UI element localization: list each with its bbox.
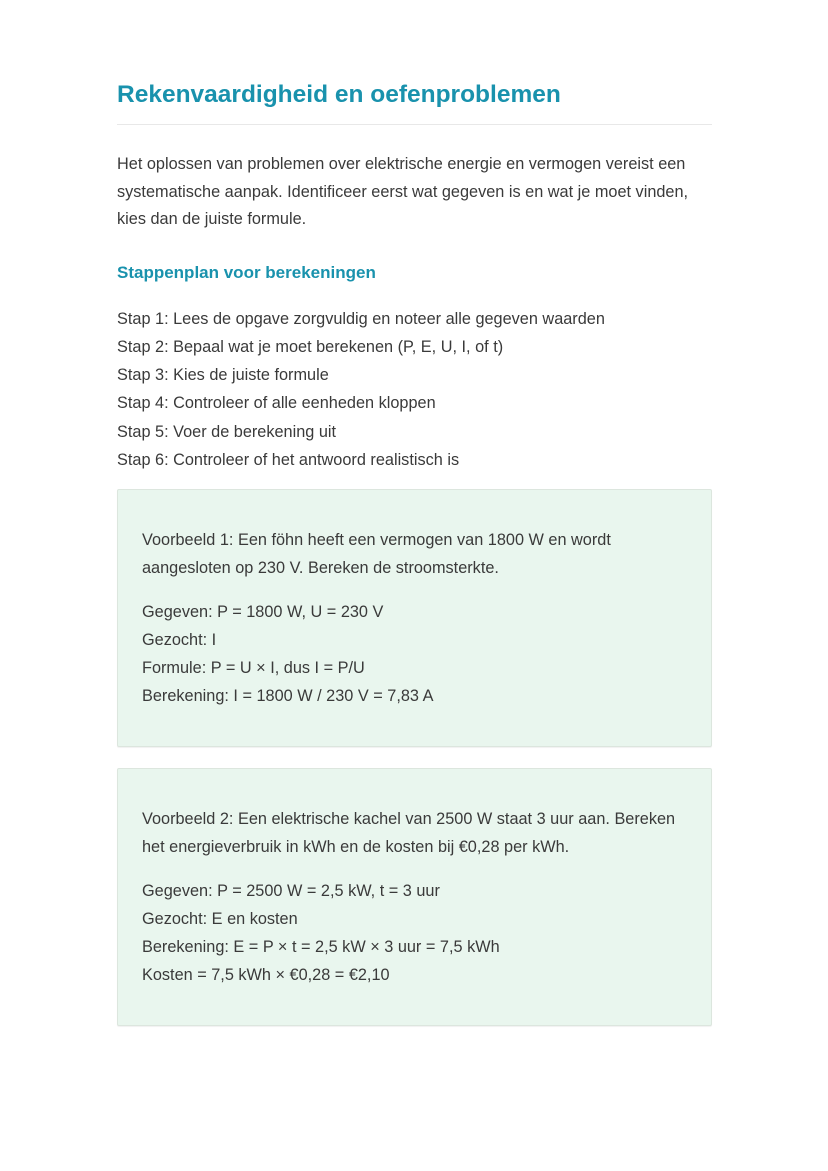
example-2-sought: Gezocht: E en kosten <box>142 910 298 929</box>
step-line-2: Stap 2: Bepaal wat je moet berekenen (P, E, U, I, of t) <box>117 337 504 356</box>
intro-paragraph: Het oplossen van problemen over elektrische energie en vermogen vereist een systematische aanpak. Identificeer eerst wat gegeven is en wat je moet vinden, kies dan de juiste formule. <box>117 155 689 228</box>
example-1-calculation: Berekening: I = 1800 W / 230 V = 7,83 A <box>142 687 434 706</box>
example-2-costs: Kosten = 7,5 kWh × €0,28 = €2,10 <box>142 966 390 985</box>
steps-list <box>117 305 712 475</box>
example-1-problem: Voorbeeld 1: Een föhn heeft een vermogen van 1800 W en wordt aangesloten op 230 V. Bereken de stroomsterkte. <box>142 531 611 578</box>
example-1-sought: Gezocht: I <box>142 631 217 650</box>
step-line-1: Stap 1: Lees de opgave zorgvuldig en noteer alle gegeven waarden <box>117 309 605 328</box>
step-line-5: Stap 5: Voer de berekening uit <box>117 422 337 441</box>
example-2-given: Gegeven: P = 2500 W = 2,5 kW, t = 3 uur <box>142 882 440 901</box>
example-2-problem: Voorbeeld 2: Een elektrische kachel van 2500 W staat 3 uur aan. Bereken het energieverbruik in kWh en de kosten bij €0,28 per kWh. <box>142 810 676 857</box>
step-line-3: Stap 3: Kies de juiste formule <box>117 366 329 385</box>
example-1-given: Gegeven: P = 1800 W, U = 230 V <box>142 603 384 622</box>
example-box-1 <box>117 489 712 747</box>
step-line-6: Stap 6: Controleer of het antwoord realistisch is <box>117 450 460 469</box>
example-2-solution <box>142 877 687 989</box>
title-divider <box>117 124 712 125</box>
example-box-2 <box>117 768 712 1026</box>
example-1-solution <box>142 598 687 710</box>
example-1-formula: Formule: P = U × I, dus I = P/U <box>142 659 365 678</box>
document-page <box>117 0 712 1026</box>
example-2-calculation: Berekening: E = P × t = 2,5 kW × 3 uur = 7,5 kWh <box>142 938 500 957</box>
step-line-4: Stap 4: Controleer of alle eenheden kloppen <box>117 394 436 413</box>
page-title: Rekenvaardigheid en oefenproblemen <box>117 81 561 108</box>
section-heading: Stappenplan voor berekeningen <box>117 262 376 282</box>
